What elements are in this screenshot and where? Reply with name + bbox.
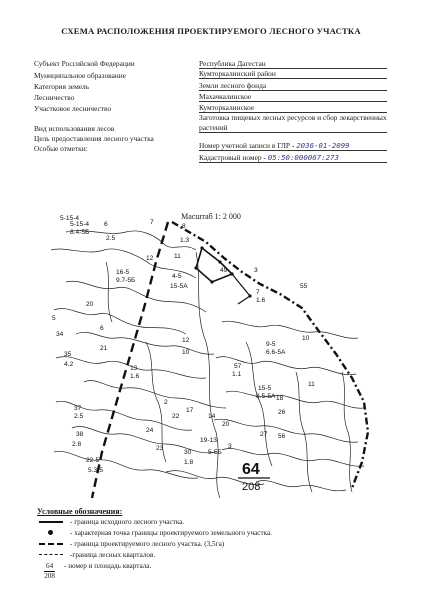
quarter-boundary-west	[92, 222, 168, 498]
map-label: 20	[222, 421, 230, 428]
map-label: 12	[146, 255, 154, 262]
map-label: 49	[220, 267, 228, 274]
map-label: 1.1	[232, 371, 242, 378]
map-label: 15-5	[258, 385, 272, 392]
attr-label-special-notes: Особые отметки:	[34, 144, 88, 153]
map-label: 1.8	[184, 459, 194, 466]
map-label: 2.5	[74, 413, 84, 420]
legend-quarter-area: 208	[44, 572, 55, 580]
quarter-number: 64	[242, 461, 260, 478]
map-label: 37	[74, 405, 82, 412]
map-label: 6	[100, 325, 104, 332]
map-label: 5-15-4	[70, 221, 90, 228]
attr-value-subject: Республика Дагестан	[199, 59, 387, 69]
map-label: 27	[260, 431, 268, 438]
attr-value-district-forestry: Кумторкалинское	[199, 103, 387, 113]
map-label: 2.8	[72, 441, 82, 448]
map-label: 1.6	[256, 297, 266, 304]
project-plot-side	[232, 274, 250, 304]
legend-item-project-boundary: - граница проектируемого лесного участка. (3,5га)	[38, 540, 224, 548]
document-title: СХЕМА РАСПОЛОЖЕНИЯ ПРОЕКТИРУЕМОГО ЛЕСНОГО УЧАСТКА	[61, 26, 361, 36]
point-icon	[38, 529, 64, 537]
map-label: 24	[146, 427, 154, 434]
map-label: 34	[56, 331, 64, 338]
attr-value-forestry: Махачкалинское	[199, 92, 387, 102]
attr-label-municipality: Муниципальное образование	[34, 71, 126, 80]
map-label: 14	[208, 413, 216, 420]
attr-label-subject: Субъект Российской Федерации	[34, 59, 135, 68]
map-label: 4-5	[172, 273, 182, 280]
map-label: 13	[130, 365, 138, 372]
map-label: 9-5	[266, 341, 276, 348]
quarter-marker	[238, 461, 270, 493]
quarter-area: 208	[242, 481, 261, 493]
map-label: 9.7-5Б	[116, 277, 136, 284]
map-label: 12	[182, 337, 190, 344]
dash-dot-line-icon	[38, 551, 64, 559]
map-label: 16-5	[116, 269, 130, 276]
map-label: 4.2	[64, 361, 74, 368]
map-label: 7	[256, 289, 260, 296]
map-label: 1.3	[180, 237, 190, 244]
map-label: 38	[76, 431, 84, 438]
attr-label-purpose: Цель предоставления лесного участка	[34, 134, 154, 143]
map-label: 5	[52, 315, 56, 322]
map-label: 55	[300, 283, 308, 290]
map-label: 18	[276, 395, 284, 402]
legend-quarter-desc: - номер и площадь квартала.	[64, 562, 152, 570]
map-label: 11	[308, 381, 315, 388]
map-label: 10	[182, 349, 190, 356]
project-plot-boundary	[196, 248, 232, 282]
cadastral-number-row	[199, 153, 387, 163]
map-label: 35	[64, 351, 72, 358]
map-label: 22-5	[86, 457, 100, 464]
map-label: 11	[174, 253, 181, 260]
solid-line-icon	[38, 518, 64, 526]
map-label: 1.6	[130, 373, 140, 380]
legend-item-characteristic-point: - характерная точка границы проектируемого земельного участка.	[38, 529, 272, 537]
map-label: 56	[278, 433, 286, 440]
map-label: 23	[156, 445, 164, 452]
attr-value-land-category: Земли лесного фонда	[199, 81, 387, 91]
legend-quarter-number: 64	[46, 562, 54, 570]
map-label: 2	[164, 399, 168, 406]
map-label: 5-15-4	[60, 215, 80, 222]
legend-item-original-boundary: - граница исходного лесного участка.	[38, 518, 184, 526]
attr-label-use-type: Вид использования лесов	[34, 124, 115, 133]
map-label: 3	[228, 443, 232, 450]
map-label: 15-5А	[170, 283, 188, 290]
registry-number-label: Номер учетной записи в ГЛР -	[199, 141, 295, 150]
map-scale: Масштаб 1: 2 000	[181, 212, 241, 221]
attr-value-use-type: Заготовка пищевых лесных ресурсов и сбор лекарственных растений	[199, 113, 387, 132]
map-label: 5-5Б	[208, 449, 222, 456]
map-label: 57	[234, 363, 242, 370]
attr-label-land-category: Категория земель	[34, 82, 90, 91]
legend-quarter-sample	[44, 562, 55, 581]
registry-number-value: 2036-01-2099	[296, 141, 350, 150]
cadastral-number-label: Кадастровый номер -	[199, 153, 266, 162]
attr-label-district-forestry: Участковое лесничество	[34, 104, 112, 113]
attr-value-municipality: Кумторкалинский район	[199, 69, 387, 79]
map-label: 20	[86, 301, 94, 308]
attr-label-forestry: Лесничество	[34, 93, 75, 102]
map-label: 17	[186, 407, 194, 414]
map-label: 8.4-5Б	[70, 229, 90, 236]
registry-number-row	[199, 141, 387, 151]
map-label: 8	[182, 223, 186, 230]
cadastral-number-value: 05:50:000067:273	[267, 153, 339, 162]
map-label: 3	[254, 267, 258, 274]
map-label: 6.6-5А	[266, 349, 286, 356]
map-label: 5.3-5	[88, 467, 104, 474]
dashed-line-icon	[38, 540, 64, 548]
legend-item-quarter-boundary: -граница лесных кварталов.	[38, 551, 155, 559]
map-label: 8.5-5А	[256, 393, 276, 400]
map-label: 26	[278, 409, 286, 416]
map-label: 22	[172, 413, 180, 420]
map-label: 30	[184, 449, 192, 456]
map-label: 6	[104, 221, 108, 228]
map-label: 7	[150, 219, 154, 226]
map-label: 10	[302, 335, 310, 342]
map-label: 19-13	[200, 437, 217, 444]
legend-title: Условные обозначения:	[37, 507, 123, 516]
map-label: 2.5	[106, 235, 116, 242]
map-label: 21	[100, 345, 108, 352]
